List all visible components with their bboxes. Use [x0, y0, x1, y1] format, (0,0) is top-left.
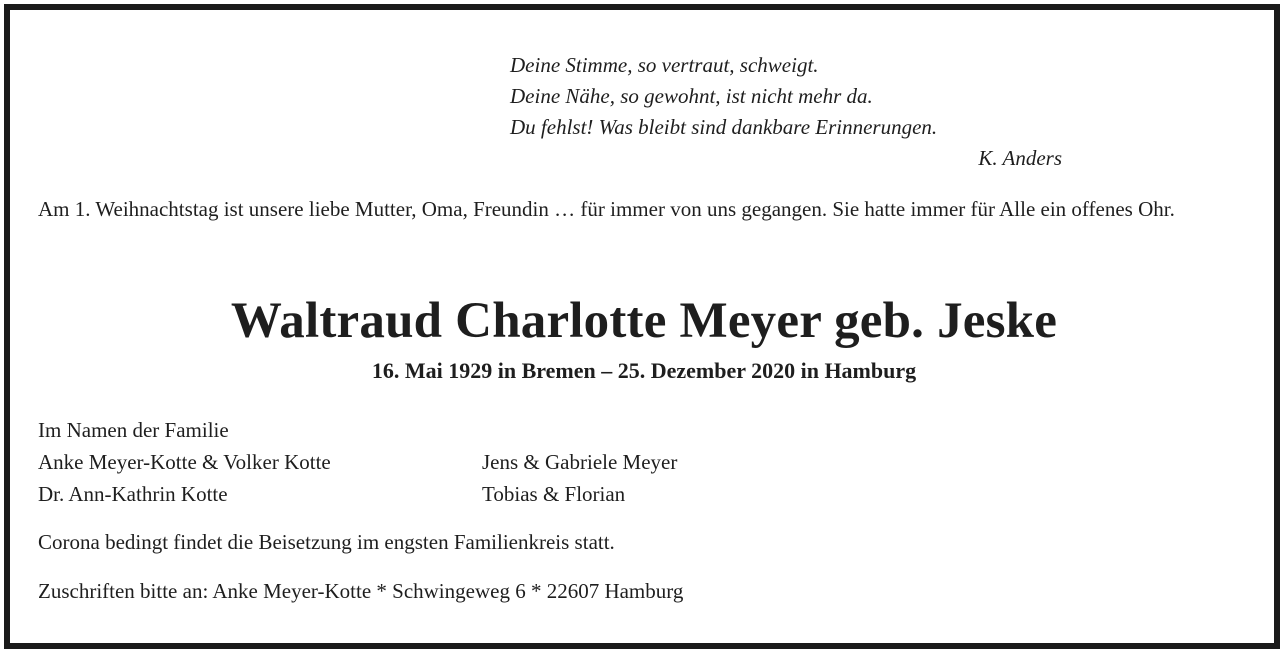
- poem-line: Deine Nähe, so gewohnt, ist nicht mehr da.: [510, 84, 873, 108]
- family-section: [38, 414, 677, 510]
- family-member: Tobias & Florian: [482, 482, 626, 506]
- family-row: [38, 478, 677, 510]
- family-row: [38, 446, 677, 478]
- poem-line: Du fehlst! Was bleibt sind dankbare Erinnerungen.: [510, 115, 938, 139]
- family-member: Dr. Ann-Kathrin Kotte: [38, 482, 228, 506]
- obituary-frame: [4, 4, 1280, 649]
- poem-line: Deine Stimme, so vertraut, schweigt.: [510, 53, 819, 77]
- family-member: Jens & Gabriele Meyer: [482, 450, 678, 474]
- family-member: Anke Meyer-Kotte & Volker Kotte: [38, 450, 331, 474]
- poem-author: K. Anders: [978, 146, 1062, 170]
- burial-note: Corona bedingt findet die Beisetzung im engsten Familienkreis statt.: [38, 530, 615, 554]
- intro-text: Am 1. Weihnachtstag ist unsere liebe Mutter, Oma, Freundin … für immer von uns gegangen. Sie hatte immer für Alle ein offenes Ohr.: [38, 197, 1175, 221]
- family-heading: Im Namen der Familie: [38, 418, 229, 442]
- contact-address: Zuschriften bitte an: Anke Meyer-Kotte * Schwingeweg 6 * 22607 Hamburg: [38, 579, 684, 603]
- poem: [510, 50, 1070, 174]
- deceased-name: Waltraud Charlotte Meyer geb. Jeske: [230, 293, 1058, 349]
- deceased-dates: 16. Mai 1929 in Bremen – 25. Dezember 2020 in Hamburg: [371, 358, 917, 383]
